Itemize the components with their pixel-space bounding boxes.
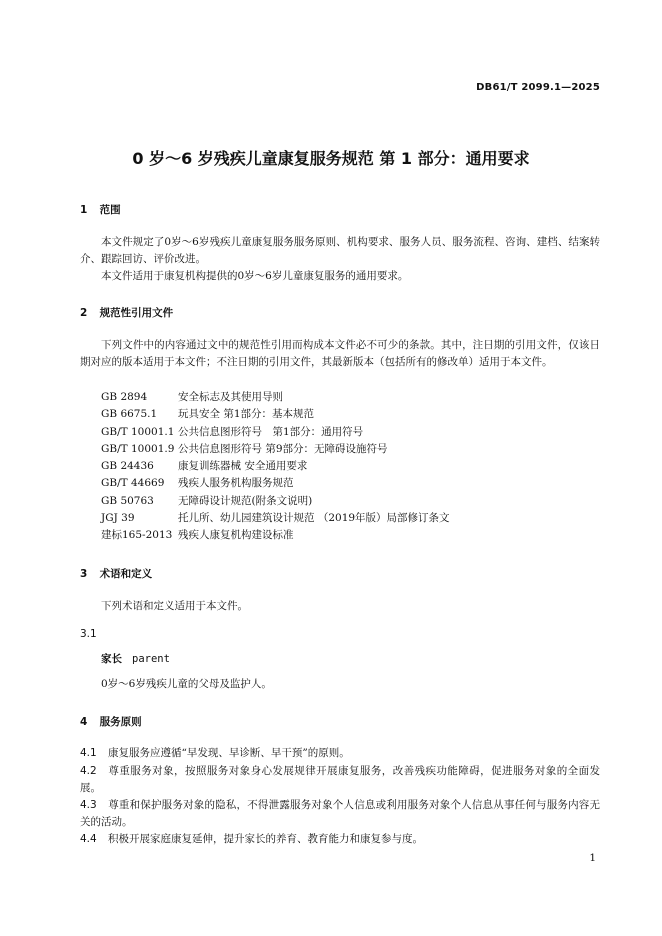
reference-item xyxy=(101,424,450,441)
clause-4-2 xyxy=(80,763,600,797)
reference-code: GB 2894 xyxy=(101,391,148,403)
section-4-heading xyxy=(80,714,142,729)
clause-4-4 xyxy=(80,831,600,848)
clause-4-3 xyxy=(80,797,600,831)
clause-text: 尊重和保护服务对象的隐私，不得泄露服务对象个人信息或利用服务对象个人信息从事任何与服务内容无关的活动。 xyxy=(80,799,600,828)
reference-code: JGJ 39 xyxy=(101,512,135,525)
page-number: 1 xyxy=(589,852,596,864)
clause-4-1 xyxy=(80,745,600,762)
reference-list xyxy=(101,389,450,545)
section-3-heading xyxy=(80,566,152,581)
term-entry xyxy=(101,651,170,666)
scope-paragraph-1: 本文件规定了0岁～6岁残疾儿童康复服务服务原则、机构要求、服务人员、服务流程、咨询、建档、结案转介、跟踪回访、评价改进。 xyxy=(80,236,600,265)
reference-code: GB 6675.1 xyxy=(101,408,158,421)
clause-number: 4.3 xyxy=(80,799,97,811)
reference-code: GB 50763 xyxy=(101,494,154,507)
term-english: parent xyxy=(132,653,170,665)
section-2-title: 规范性引用文件 xyxy=(99,307,174,319)
reference-name: 无障碍设计规范(附条文说明) xyxy=(178,494,313,507)
reference-item xyxy=(101,406,450,423)
section-1-title: 范围 xyxy=(99,204,121,216)
document-title: 0 岁～6 岁残疾儿童康复服务规范 第 1 部分：通用要求 xyxy=(132,149,530,168)
reference-name: 公共信息图形符号 第9部分：无障碍设施符号 xyxy=(178,442,388,455)
term-definition: 0岁～6岁残疾儿童的父母及监护人。 xyxy=(101,678,272,690)
clause-text: 积极开展家庭康复延伸，提升家长的养育、教育能力和康复参与度。 xyxy=(108,833,423,845)
reference-code: GB/T 10001.9 xyxy=(101,442,175,455)
reference-item xyxy=(101,527,450,544)
clause-number: 4.1 xyxy=(80,747,97,759)
clause-number: 4.2 xyxy=(80,765,97,777)
reference-name: 玩具安全 第1部分：基本规范 xyxy=(178,408,315,421)
reference-name: 安全标志及其使用导则 xyxy=(178,391,283,403)
reference-name: 残疾人服务机构服务规范 xyxy=(178,477,294,490)
reference-item xyxy=(101,493,450,510)
clause-text: 康复服务应遵循“早发现、早诊断、早干预”的原则。 xyxy=(108,747,350,759)
reference-code: GB 24436 xyxy=(101,460,154,473)
clause-text: 尊重服务对象，按照服务对象身心发展规律开展康复服务，改善残疾功能障碍，促进服务对象的全面发展。 xyxy=(80,765,600,794)
term-chinese: 家长 xyxy=(101,653,122,665)
reference-item xyxy=(101,389,450,406)
reference-name: 康复训练器械 安全通用要求 xyxy=(178,460,308,473)
section-4-title: 服务原则 xyxy=(99,716,142,728)
section-1-number: 1 xyxy=(80,204,88,216)
reference-name: 托儿所、幼儿园建筑设计规范 （2019年版）局部修订条文 xyxy=(178,512,450,525)
normative-references-paragraph: 下列文件中的内容通过文中的规范性引用而构成本文件必不可少的条款。其中，注日期的引用文件，仅该日期对应的版本适用于本文件；不注日期的引用文件，其最新版本（包括所有的修改单）适用于本文件。 xyxy=(80,339,600,368)
section-3-number: 3 xyxy=(80,568,88,580)
clause-number: 4.4 xyxy=(80,833,97,845)
scope-paragraph-2: 本文件适用于康复机构提供的0岁～6岁儿童康复服务的通用要求。 xyxy=(101,270,409,282)
reference-code: 建标165-2013 xyxy=(101,529,173,542)
section-4-number: 4 xyxy=(80,716,88,728)
section-2-number: 2 xyxy=(80,307,88,319)
reference-item xyxy=(101,441,450,458)
section-1-heading xyxy=(80,202,121,217)
section-3-title: 术语和定义 xyxy=(99,568,153,580)
reference-code: GB/T 10001.1 xyxy=(101,425,175,438)
term-number: 3.1 xyxy=(80,628,97,640)
standard-code: DB61/T 2099.1—2025 xyxy=(476,82,600,93)
reference-item xyxy=(101,458,450,475)
reference-name: 公共信息图形符号 第1部分：通用符号 xyxy=(178,425,364,438)
reference-item xyxy=(101,475,450,492)
section-2-heading xyxy=(80,305,173,320)
reference-item xyxy=(101,510,450,527)
terms-paragraph: 下列术语和定义适用于本文件。 xyxy=(101,600,248,612)
reference-name: 残疾人康复机构建设标准 xyxy=(178,529,294,542)
reference-code: GB/T 44669 xyxy=(101,477,165,490)
